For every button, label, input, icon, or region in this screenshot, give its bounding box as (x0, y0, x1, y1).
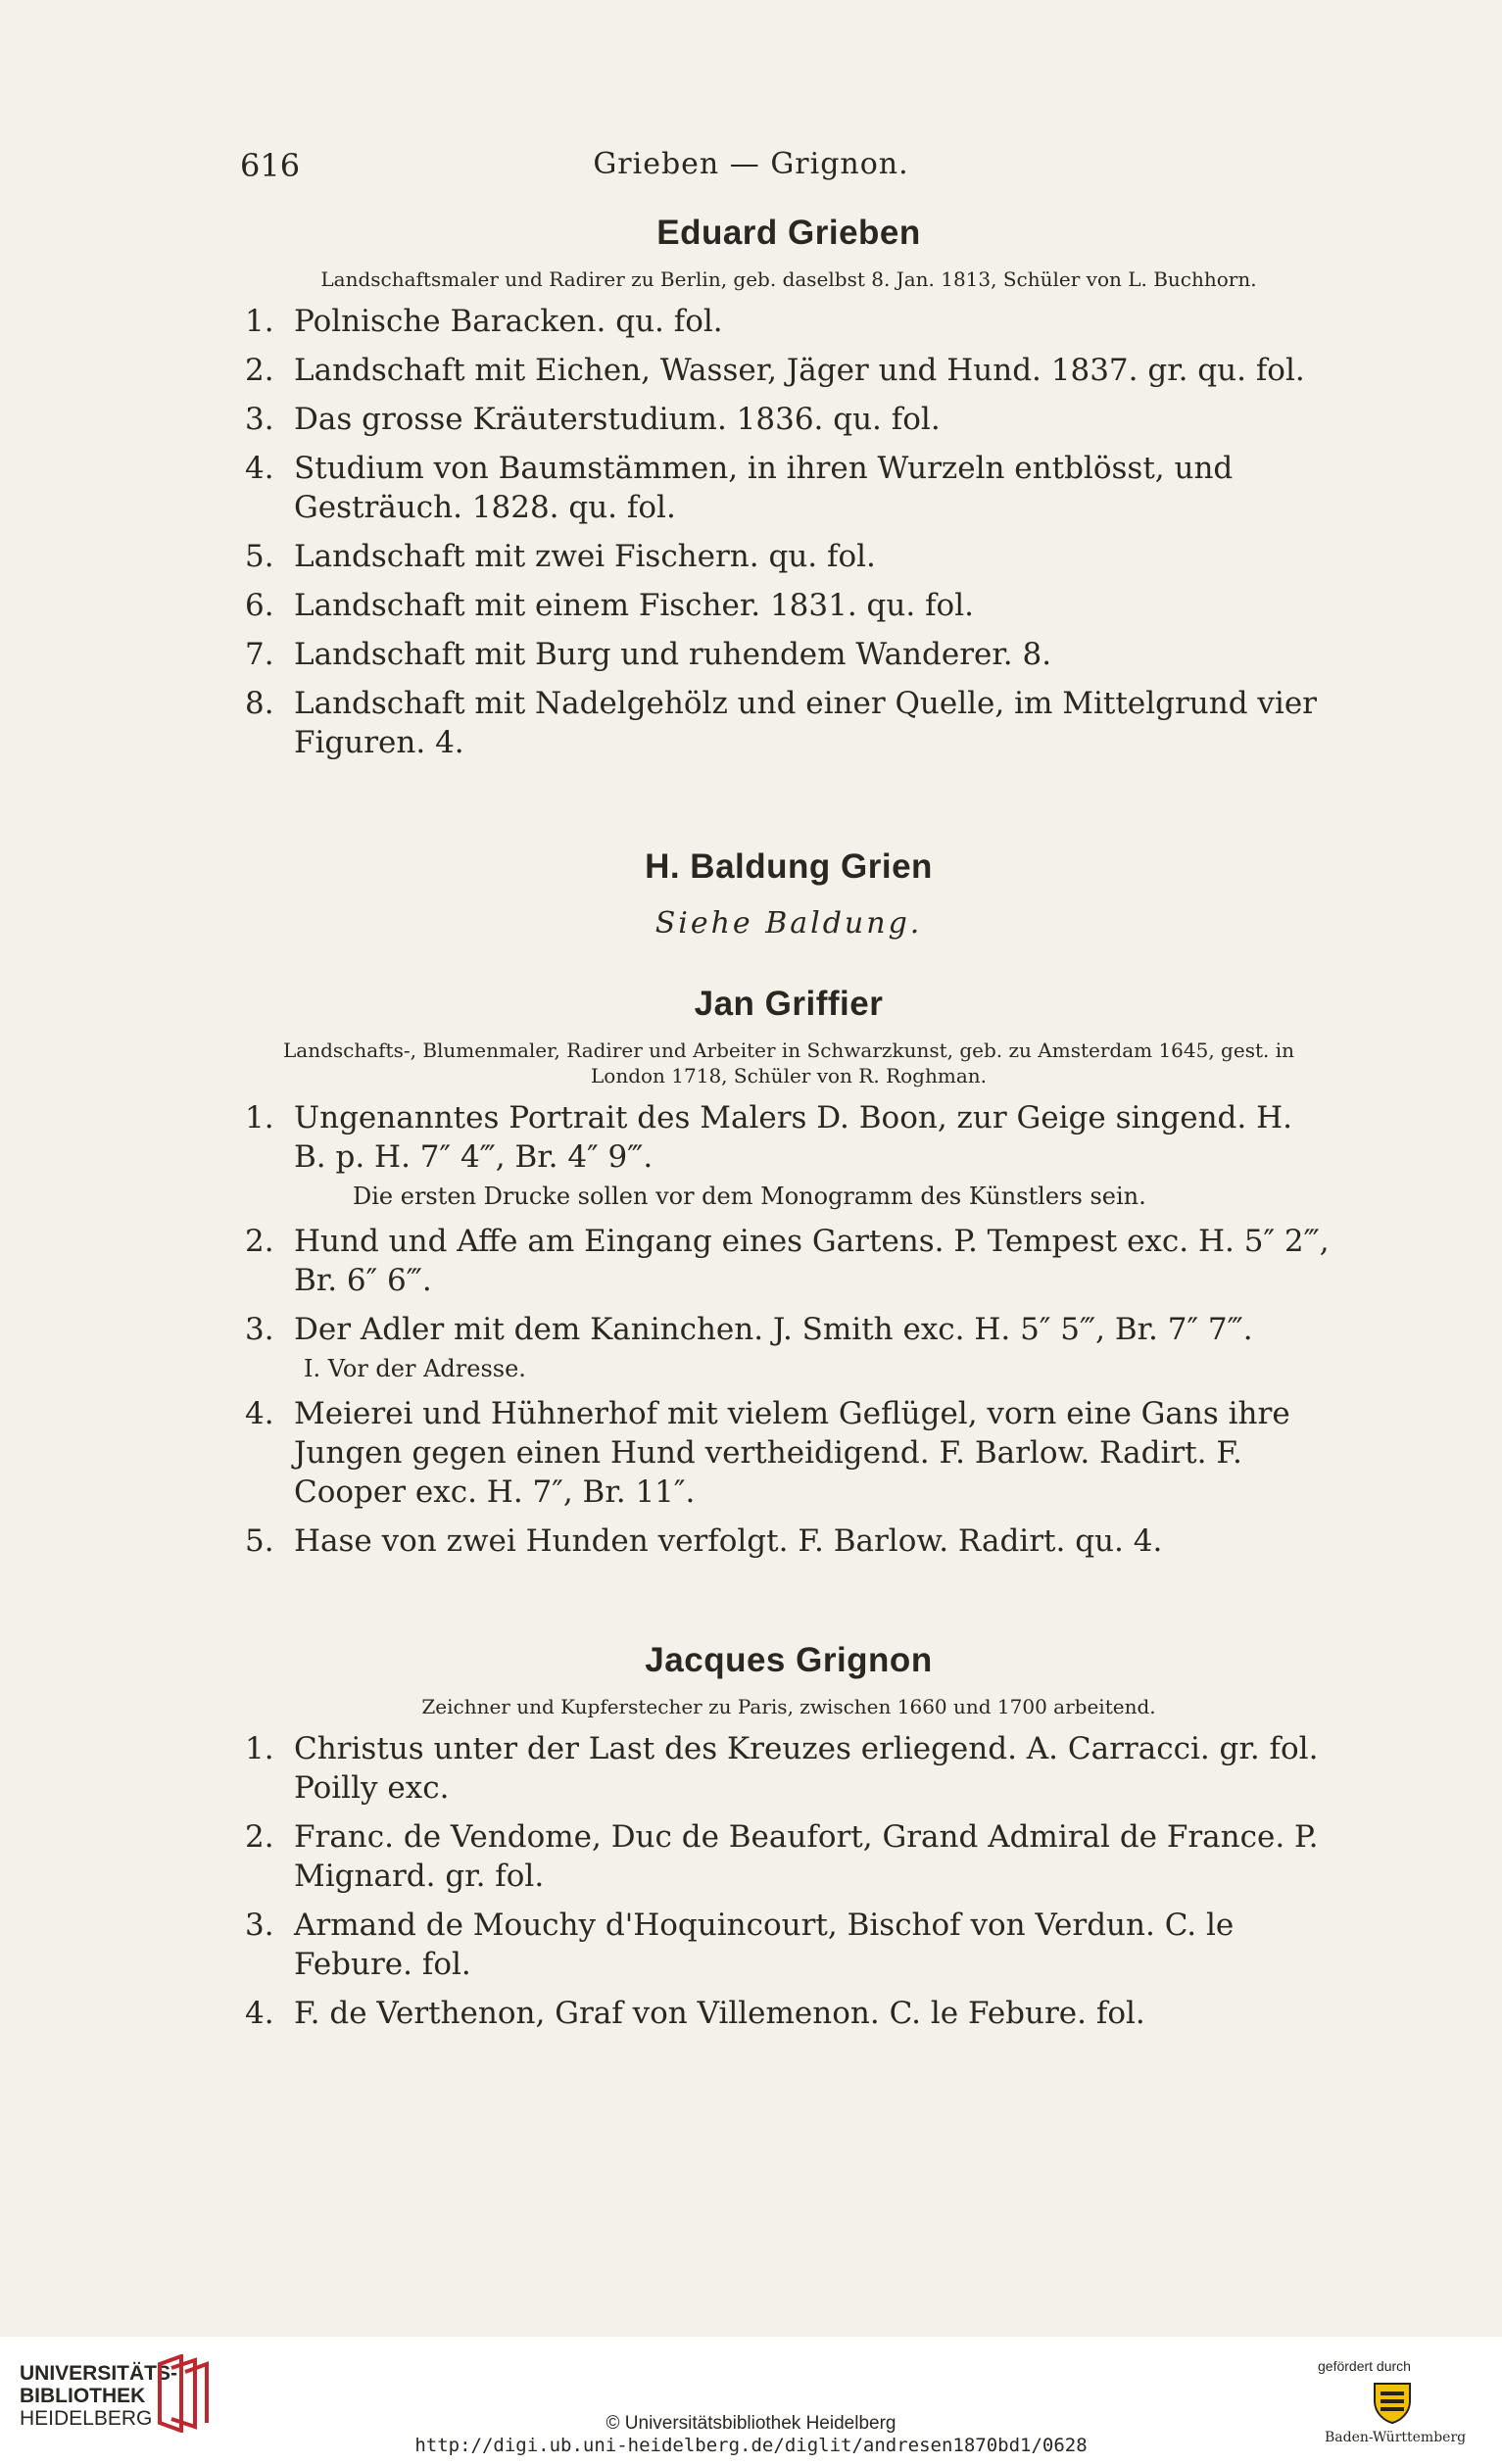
entry-list (245, 302, 1332, 762)
funding-note: gefördert durch (1318, 2358, 1411, 2374)
list-item: 3. Der Adler mit dem Kaninchen. J. Smith exc. H. 5″ 5‴, Br. 7″ 7‴. I. Vor der Adresse. (245, 1310, 1332, 1384)
list-item: 4. Meierei und Hühnerhof mit vielem Geflügel, vorn eine Gans ihre Jungen gegen einen Hund vertheidigend. F. Barlow. Radirt. F. Cooper exc. H. 7″, Br. 11″. (245, 1396, 1290, 1510)
list-item: 3. Das grosse Kräuterstudium. 1836. qu. fol. (245, 402, 941, 437)
entry-note: I. Vor der Adresse. (304, 1355, 526, 1382)
entry-list (245, 1729, 1332, 2033)
footer-bar (0, 2337, 1502, 2464)
copyright-text: © Universitätsbibliothek Heidelberg (606, 2413, 896, 2434)
artist-bio: Zeichner und Kupferstecher zu Paris, zwischen 1660 und 1700 arbeitend. (421, 1695, 1156, 1718)
section-jacques-grignon (245, 1641, 1332, 2033)
list-item: 5. Hase von zwei Hunden verfolgt. F. Barlow. Radirt. qu. 4. (245, 1523, 1163, 1559)
list-item: 2. Franc. de Vendome, Duc de Beaufort, Grand Admiral de France. P. Mignard. gr. fol. (245, 1819, 1319, 1894)
list-item: 2. Hund und Affe am Eingang eines Gartens. P. Tempest exc. H. 5″ 2‴, Br. 6″ 6‴. (245, 1224, 1330, 1298)
artist-bio: Landschaftsmaler und Radirer zu Berlin, geb. daselbst 8. Jan. 1813, Schüler von L. Buchhorn. (320, 267, 1257, 291)
permalink[interactable]: http://digi.ub.uni-heidelberg.de/diglit/andresen1870bd1/0628 (414, 2435, 1088, 2456)
section-baldung-grien (245, 847, 1332, 941)
list-item: 5. Landschaft mit zwei Fischern. qu. fol. (245, 539, 876, 574)
section-eduard-grieben (245, 214, 1332, 762)
artist-heading: Eduard Grieben (656, 214, 921, 252)
section-jan-griffier (245, 985, 1332, 1561)
library-name: UNIVERSITÄTS- BIBLIOTHEK HEIDELBERG (20, 2362, 178, 2430)
list-item: 4. Studium von Baumstämmen, in ihren Wurzeln entblösst, und Gesträuch. 1828. qu. fol. (245, 451, 1234, 525)
artist-heading: H. Baldung Grien (645, 847, 933, 886)
list-item: 3. Armand de Mouchy d'Hoquincourt, Bischof von Verdun. C. le Febure. fol. (245, 1908, 1235, 1982)
list-item: 8. Landschaft mit Nadelgehölz und einer Quelle, im Mittelgrund vier Figuren. 4. (245, 686, 1317, 760)
list-item: 7. Landschaft mit Burg und ruhendem Wanderer. 8. (245, 637, 1052, 672)
list-item: 1. Christus unter der Last des Kreuzes erliegend. A. Carracci. gr. fol. Poilly exc. (245, 1731, 1319, 1806)
list-item: 2. Landschaft mit Eichen, Wasser, Jäger und Hund. 1837. gr. qu. fol. (245, 353, 1305, 388)
entry-note: Die ersten Drucke sollen vor dem Monogramm des Künstlers sein. (353, 1183, 1146, 1210)
artist-heading: Jan Griffier (694, 985, 884, 1023)
list-item: 6. Landschaft mit einem Fischer. 1831. qu. fol. (245, 588, 974, 623)
list-item: 4. F. de Verthenon, Graf von Villemenon. C. le Febure. fol. (245, 1996, 1145, 2031)
list-item: 1. Ungenanntes Portrait des Malers D. Boon, zur Geige singend. H. B. p. H. 7″ 4‴, Br. 4″ 9‴. Die ersten Drucke sollen vor dem Monogramm des Künstlers sein. (245, 1098, 1332, 1212)
artist-heading: Jacques Grignon (645, 1641, 933, 1679)
cross-reference: Siehe Baldung. (654, 906, 923, 941)
page-number: 616 (240, 147, 301, 184)
entry-list (245, 1098, 1332, 1561)
funder-name: Baden-Württemberg (1325, 2430, 1467, 2445)
running-title: Grieben — Grignon. (593, 147, 909, 181)
coat-of-arms-icon (1367, 2378, 1418, 2425)
list-item: 1. Polnische Baracken. qu. fol. (245, 304, 723, 339)
artist-bio: Landschafts-, Blumenmaler, Radirer und Arbeiter in Schwarzkunst, geb. zu Amsterdam 1645, gest. in London 1718, Schüler von R. Roghman. (283, 1039, 1294, 1087)
